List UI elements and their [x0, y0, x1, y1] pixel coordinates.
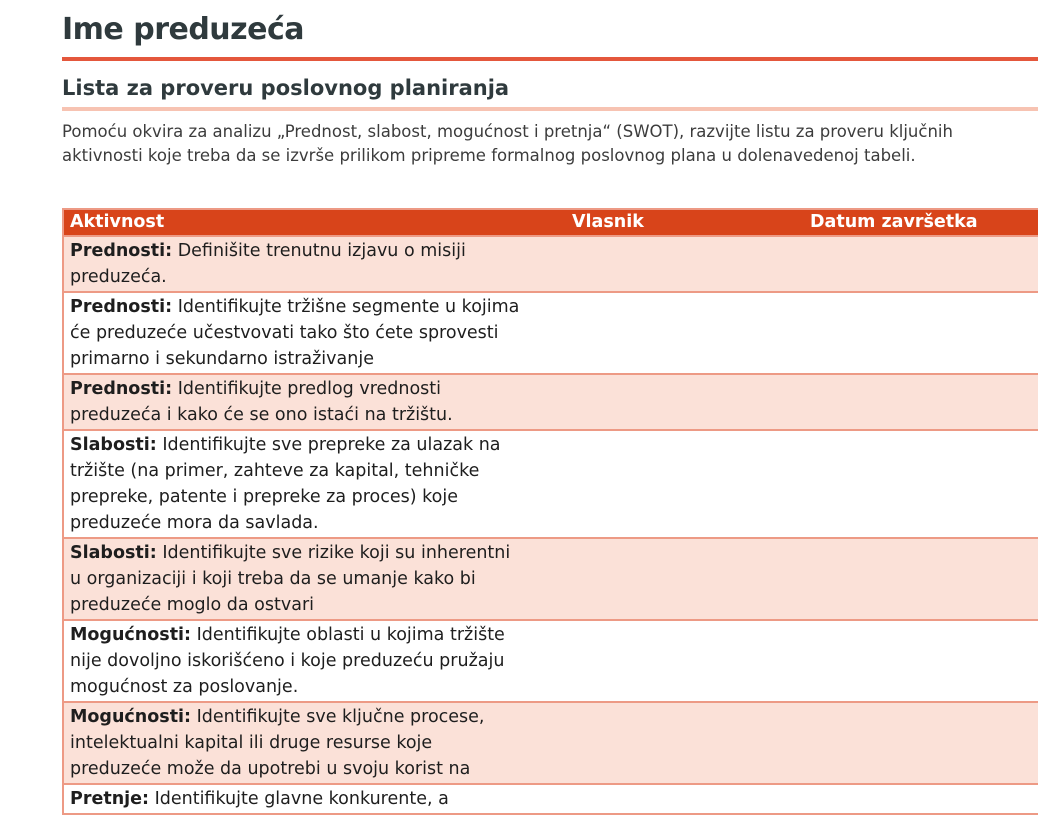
due-date-cell[interactable]	[804, 538, 1038, 620]
activity-text: Identifikujte sve prepreke za ulazak na tržište (na primer, zahteve za kapital, tehničke prepreke, patente i prepreke za proces) koje preduzeće mora da savlada.	[70, 435, 501, 533]
table-row	[63, 538, 1038, 620]
activity-category-label: Mogućnosti:	[70, 625, 192, 645]
activity-category-label: Mogućnosti:	[70, 707, 192, 727]
owner-cell[interactable]	[566, 538, 804, 620]
table-row	[63, 374, 1038, 430]
activity-cell	[63, 702, 566, 784]
activity-cell	[63, 620, 566, 702]
activity-cell	[63, 538, 566, 620]
activity-category-label: Prednosti:	[70, 241, 173, 261]
activity-cell	[63, 374, 566, 430]
due-date-cell[interactable]	[804, 620, 1038, 702]
activity-text: Identifikujte sve ključne procese, intelektualni kapital ili druge resurse koje preduzeće može da upotrebi u svoju korist na	[70, 707, 485, 779]
owner-cell[interactable]	[566, 784, 804, 814]
page-subtitle: Lista za proveru poslovnog planiranja	[62, 76, 510, 100]
activity-cell	[63, 784, 566, 814]
due-date-cell[interactable]	[804, 236, 1038, 292]
owner-cell[interactable]	[566, 236, 804, 292]
activity-category-label: Prednosti:	[70, 379, 173, 399]
activity-category-label: Slabosti:	[70, 435, 157, 455]
column-header-due-date: Datum završetka	[804, 209, 1038, 236]
due-date-cell[interactable]	[804, 374, 1038, 430]
subtitle-rule	[62, 107, 1038, 111]
checklist-body	[63, 236, 1038, 814]
owner-cell[interactable]	[566, 430, 804, 538]
page-title: Ime preduzeća	[62, 12, 304, 47]
owner-cell[interactable]	[566, 620, 804, 702]
activity-cell	[63, 236, 566, 292]
column-header-owner: Vlasnik	[566, 209, 804, 236]
owner-cell[interactable]	[566, 702, 804, 784]
activity-category-label: Prednosti:	[70, 297, 173, 317]
checklist-table	[62, 208, 1038, 815]
activity-text: Identifikujte predlog vrednosti preduzeća i kako će se ono istaći na tržištu.	[70, 379, 453, 425]
activity-text: Identifikujte glavne konkurente, a	[149, 789, 449, 809]
activity-category-label: Slabosti:	[70, 543, 157, 563]
due-date-cell[interactable]	[804, 702, 1038, 784]
table-row	[63, 784, 1038, 814]
intro-paragraph: Pomoću okvira za analizu „Prednost, slabost, mogućnost i pretnja“ (SWOT), razvijte listu za proveru ključnih aktivnosti koje treba da se izvrše prilikom pripreme formalnog poslovnog plana u dolenavedenoj tabeli.	[62, 122, 953, 165]
due-date-cell[interactable]	[804, 784, 1038, 814]
activity-cell	[63, 430, 566, 538]
column-header-activity: Aktivnost	[63, 209, 566, 236]
due-date-cell[interactable]	[804, 430, 1038, 538]
table-row	[63, 430, 1038, 538]
activity-text: Identifikujte sve rizike koji su inherentni u organizaciji i koji treba da se umanje kako bi preduzeće moglo da ostvari	[70, 543, 511, 615]
activity-cell	[63, 292, 566, 374]
table-row	[63, 292, 1038, 374]
table-row	[63, 620, 1038, 702]
activity-category-label: Pretnje:	[70, 789, 150, 809]
owner-cell[interactable]	[566, 292, 804, 374]
table-header-row	[63, 209, 1038, 236]
due-date-cell[interactable]	[804, 292, 1038, 374]
table-row	[63, 236, 1038, 292]
activity-text: Definišite trenutnu izjavu o misiji preduzeća.	[70, 241, 466, 287]
activity-text: Identifikujte tržišne segmente u kojima će preduzeće učestvovati tako što ćete sprovesti primarno i sekundarno istraživanje	[70, 297, 520, 369]
table-row	[63, 702, 1038, 784]
owner-cell[interactable]	[566, 374, 804, 430]
title-rule	[62, 57, 1038, 61]
activity-text: Identifikujte oblasti u kojima tržište nije dovoljno iskorišćeno i koje preduzeću pružaju mogućnost za poslovanje.	[70, 625, 505, 697]
